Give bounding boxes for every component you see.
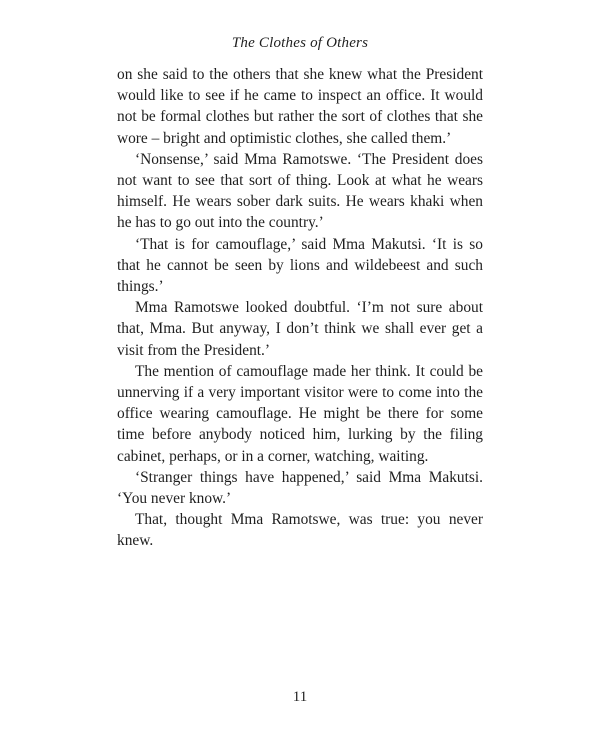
body-text [117, 64, 483, 552]
paragraph: ‘Nonsense,’ said Mma Ramotswe. ‘The President does not want to see that sort of thing. Look at what he wears himself. He wears sober dark suits. He wears khaki when he has to go out into the country.’ [117, 150, 483, 232]
paragraph: The mention of camouflage made her think. It could be unnerving if a very important visitor were to come into the office wearing camouflage. He might be there for some time before anybody noticed him, lurking by the filing cabinet, perhaps, or in a corner, watching, waiting. [117, 362, 483, 465]
running-head-title: The Clothes of Others [231, 35, 369, 51]
paragraph: That, thought Mma Ramotswe, was true: you never knew. [117, 511, 483, 550]
paragraph: Mma Ramotswe looked doubtful. ‘I’m not sure about that, Mma. But anyway, I don’t think we shall ever get a visit from the President.’ [117, 299, 483, 359]
paragraph-continuation: on she said to the others that she knew what the President would like to see if he came to inspect an office. It would not be formal clothes but rather the sort of clothes that she wore – bright and optimistic clothes, she called them.’ [117, 66, 483, 147]
paragraph: ‘That is for camouflage,’ said Mma Makutsi. ‘It is so that he cannot be seen by lions and wildebeest and such things.’ [117, 235, 483, 296]
page-number: 11 [292, 689, 308, 705]
paragraph: ‘Stranger things have happened,’ said Mma Makutsi. ‘You never know.’ [117, 468, 483, 508]
